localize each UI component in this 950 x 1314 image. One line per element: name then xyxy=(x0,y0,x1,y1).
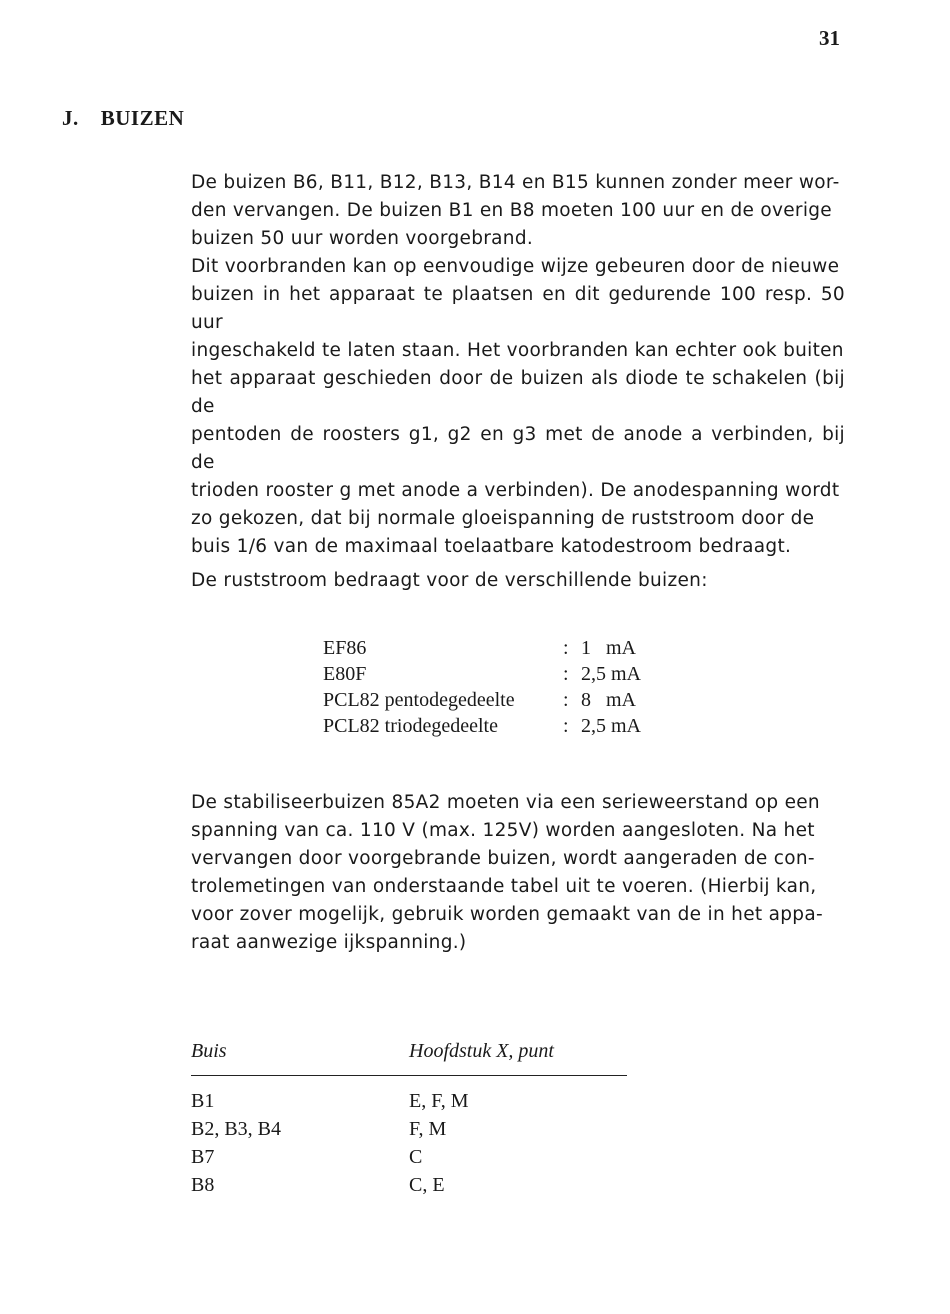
paragraph-line: De buizen B6, B11, B12, B13, B14 en B15 kunnen zonder meer wor- xyxy=(191,172,840,193)
paragraph-line: vervangen door voorgebrande buizen, wordt aangeraden de con- xyxy=(191,848,815,869)
tube-name: PCL82 triodegedeelte xyxy=(323,715,498,737)
column-header-buis: Buis xyxy=(191,1040,227,1062)
paragraph-line: buis 1/6 van de maximaal toelaatbare katodestroom bedraagt. xyxy=(191,536,792,557)
tube-name: EF86 xyxy=(323,637,367,659)
table-row xyxy=(191,1090,627,1118)
reference-table xyxy=(191,1040,627,1202)
current-value: 1 mA xyxy=(581,637,636,659)
paragraph-line: raat aanwezige ijkspanning.) xyxy=(191,932,467,953)
section-letter: J. xyxy=(62,106,79,130)
table-row xyxy=(323,637,681,663)
page-number: 31 xyxy=(819,26,840,50)
table-row xyxy=(191,1118,627,1146)
paragraph-line: zo gekozen, dat bij normale gloeispanning de ruststroom door de xyxy=(191,508,815,529)
table-row xyxy=(323,715,681,741)
tube-cell: B1 xyxy=(191,1090,215,1112)
separator: : xyxy=(563,715,569,737)
paragraph-line: Dit voorbranden kan op eenvoudige wijze gebeuren door de nieuwe xyxy=(191,256,840,277)
column-header-chapter: Hoofdstuk X, punt xyxy=(409,1040,554,1062)
paragraph-line: De stabiliseerbuizen 85A2 moeten via een serieweerstand op een xyxy=(191,792,820,813)
chapter-cell: E, F, M xyxy=(409,1090,469,1112)
paragraph-line: den vervangen. De buizen B1 en B8 moeten 100 uur en de overige xyxy=(191,200,832,221)
paragraph-burn-in xyxy=(191,169,845,561)
table-row xyxy=(191,1146,627,1174)
tube-name: E80F xyxy=(323,663,367,685)
separator: : xyxy=(563,637,569,659)
paragraph-line: voor zover mogelijk, gebruik worden gemaakt van de in het appa- xyxy=(191,904,823,925)
quiescent-current-table xyxy=(323,637,681,741)
tube-cell: B2, B3, B4 xyxy=(191,1118,282,1140)
table-header xyxy=(191,1040,627,1070)
current-value: 2,5 mA xyxy=(581,663,641,685)
paragraph-line: ingeschakeld te laten staan. Het voorbranden kan echter ook buiten xyxy=(191,340,844,361)
current-intro: De ruststroom bedraagt voor de verschillende buizen: xyxy=(191,570,708,591)
paragraph-line: buizen 50 uur worden voorgebrand. xyxy=(191,228,534,249)
separator: : xyxy=(563,689,569,711)
current-value: 2,5 mA xyxy=(581,715,641,737)
chapter-cell: F, M xyxy=(409,1118,447,1140)
table-row xyxy=(323,663,681,689)
separator: : xyxy=(563,663,569,685)
paragraph-line: het apparaat geschieden door de buizen als diode te schakelen (bij de xyxy=(191,368,845,417)
paragraph-line: trioden rooster g met anode a verbinden). De anodespanning wordt xyxy=(191,480,840,501)
paragraph-line: trolemetingen van onderstaande tabel uit te voeren. (Hierbij kan, xyxy=(191,876,817,897)
tube-cell: B7 xyxy=(191,1146,215,1168)
tube-cell: B8 xyxy=(191,1174,215,1196)
chapter-cell: C xyxy=(409,1146,423,1168)
tube-name: PCL82 pentodegedeelte xyxy=(323,689,515,711)
paragraph-line: buizen in het apparaat te plaatsen en dit gedurende 100 resp. 50 uur xyxy=(191,284,845,333)
section-heading xyxy=(62,106,184,131)
section-title: BUIZEN xyxy=(100,106,185,130)
table-row xyxy=(323,689,681,715)
table-row xyxy=(191,1174,627,1202)
paragraph-line: pentoden de roosters g1, g2 en g3 met de anode a verbinden, bij de xyxy=(191,424,845,473)
paragraph-stabilizer xyxy=(191,789,845,957)
paragraph-line: spanning van ca. 110 V (max. 125V) worden aangesloten. Na het xyxy=(191,820,815,841)
current-value: 8 mA xyxy=(581,689,636,711)
header-divider xyxy=(191,1075,627,1076)
chapter-cell: C, E xyxy=(409,1174,445,1196)
